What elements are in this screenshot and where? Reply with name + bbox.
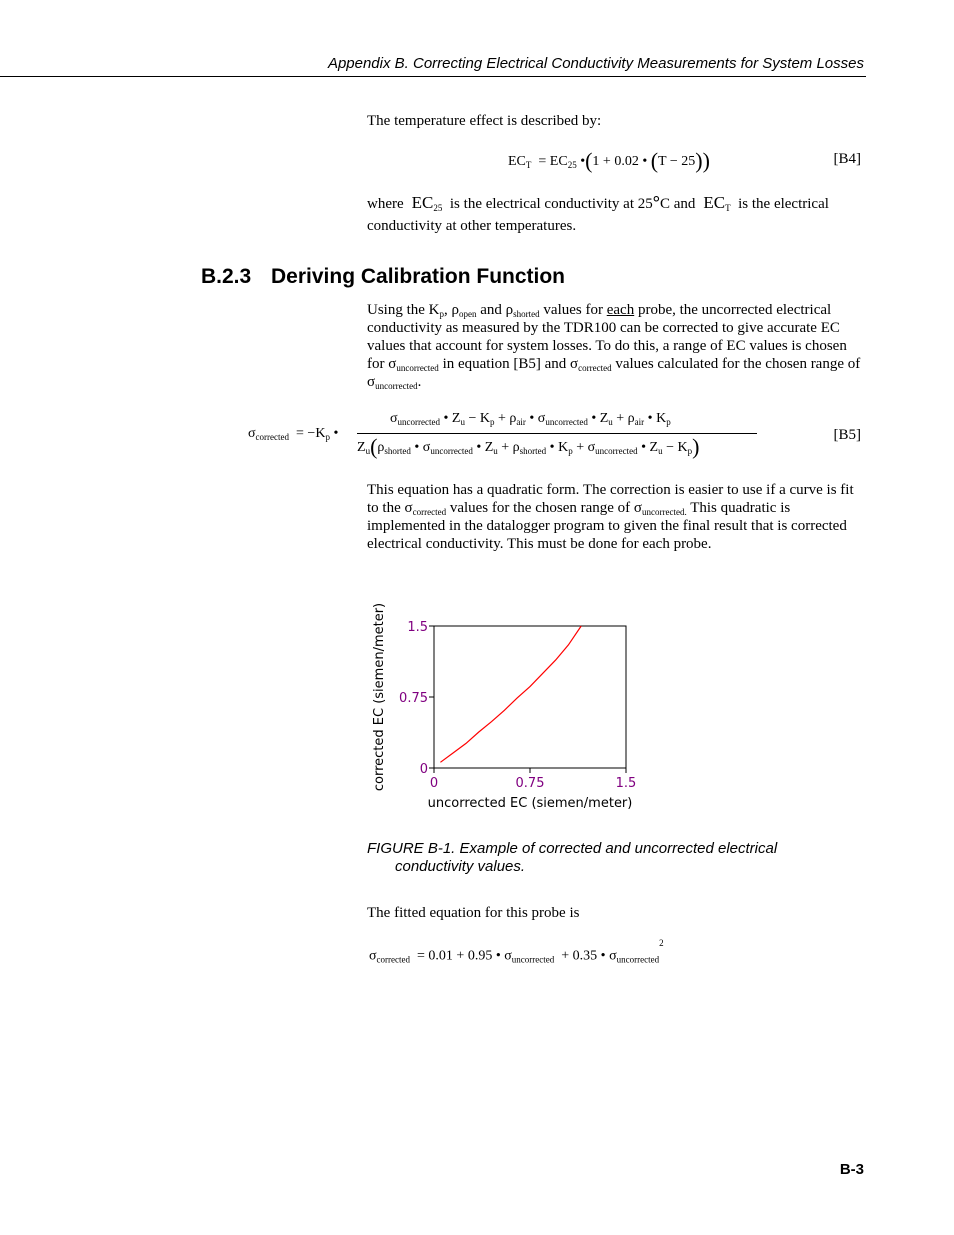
equation-b4: $EC_T = EC_{25}$ •(1 + 0.02 • (T − 25)) bbox=[508, 148, 710, 173]
y-axis-label: corrected EC (siemen/meter) bbox=[372, 602, 387, 792]
fitted-intro: The fitted equation for this probe is bbox=[367, 905, 580, 921]
equation-b5-denominator: $Z_u(\rho_{shorted}$ • $\sigma_{uncorrected}$ • $Z_u + \rho_{shorted}$ • $K_p + \sigma_{uncorrected}$ • $Z_u - K_p$) bbox=[357, 434, 700, 459]
x-tick-label: 1.5 bbox=[615, 776, 637, 791]
x-tick-label: 0.75 bbox=[515, 776, 545, 791]
y-tick-label: 1.5 bbox=[407, 620, 428, 635]
y-tick-label: 0 bbox=[419, 762, 428, 777]
equation-b5-numerator: $\sigma_{uncorrected}$ • $Z_u - K_p + \rho_{air}$ • $\sigma_{uncorrected}$ • $Z_u + \rho_{air}$ • $K_p$ bbox=[390, 411, 671, 427]
series-line bbox=[440, 626, 581, 762]
fitted-equation: $\sigma_{corrected} = 0.01 + 0.95$ • $\sigma_{uncorrected} + 0.35$ • $\sigma_{uncorrected}^2$ bbox=[369, 938, 664, 965]
section-title: Deriving Calibration Function bbox=[271, 265, 566, 288]
section-number: B.2.3 bbox=[201, 265, 252, 288]
equation-b5-tag: [B5] bbox=[833, 427, 861, 443]
paragraph-quadratic: This equation has a quadratic form. The correction is easier to use if a curve is fit to the $\sigma_{corrected}$ values for the chosen range of $\sigma_{uncorrected.}$ This quadratic is implemented in the datalogger program to given the final result that is corrected electrical conductivity. This must be done for each probe. bbox=[367, 482, 854, 552]
equation-b4-tag: [B4] bbox=[833, 151, 861, 167]
running-header: Appendix B. Correcting Electrical Conductivity Measurements for System Losses bbox=[327, 55, 864, 72]
ec-chart bbox=[360, 590, 660, 820]
y-tick-label: 0.75 bbox=[399, 691, 428, 706]
equation-b5-lhs: $\sigma_{corrected} = -K_p$ • bbox=[248, 426, 339, 442]
x-tick-label: 0 bbox=[429, 776, 439, 791]
plot-frame bbox=[434, 626, 626, 768]
figure-caption: FIGURE B-1. Example of corrected and uncorrected electrical conductivity values. bbox=[367, 840, 778, 875]
paragraph-calibration: Using the $K_p$, $\rho_{open}$ and $\rho_{shorted}$ values for each probe, the uncorrected electrical conductivity as measured by the TDR100 can be corrected to give accurate EC values that account for system losses. To do this, a range of EC values is chosen for $\sigma_{uncorrected}$ in equation [B5] and $\sigma_{corrected}$ values calculated for the chosen range of $\sigma_{uncorrected}$. bbox=[367, 302, 861, 391]
section-heading bbox=[201, 265, 565, 289]
page-number: B-3 bbox=[839, 1161, 864, 1178]
where-paragraph: where $EC_{25}$ is the electrical conductivity at 25°C and $EC_T$ is the electrical conductivity at other temperatures. bbox=[367, 192, 829, 234]
x-axis-label: uncorrected EC (siemen/meter) bbox=[427, 796, 633, 811]
header-rule bbox=[0, 76, 866, 77]
intro-text: The temperature effect is described by: bbox=[367, 113, 602, 129]
